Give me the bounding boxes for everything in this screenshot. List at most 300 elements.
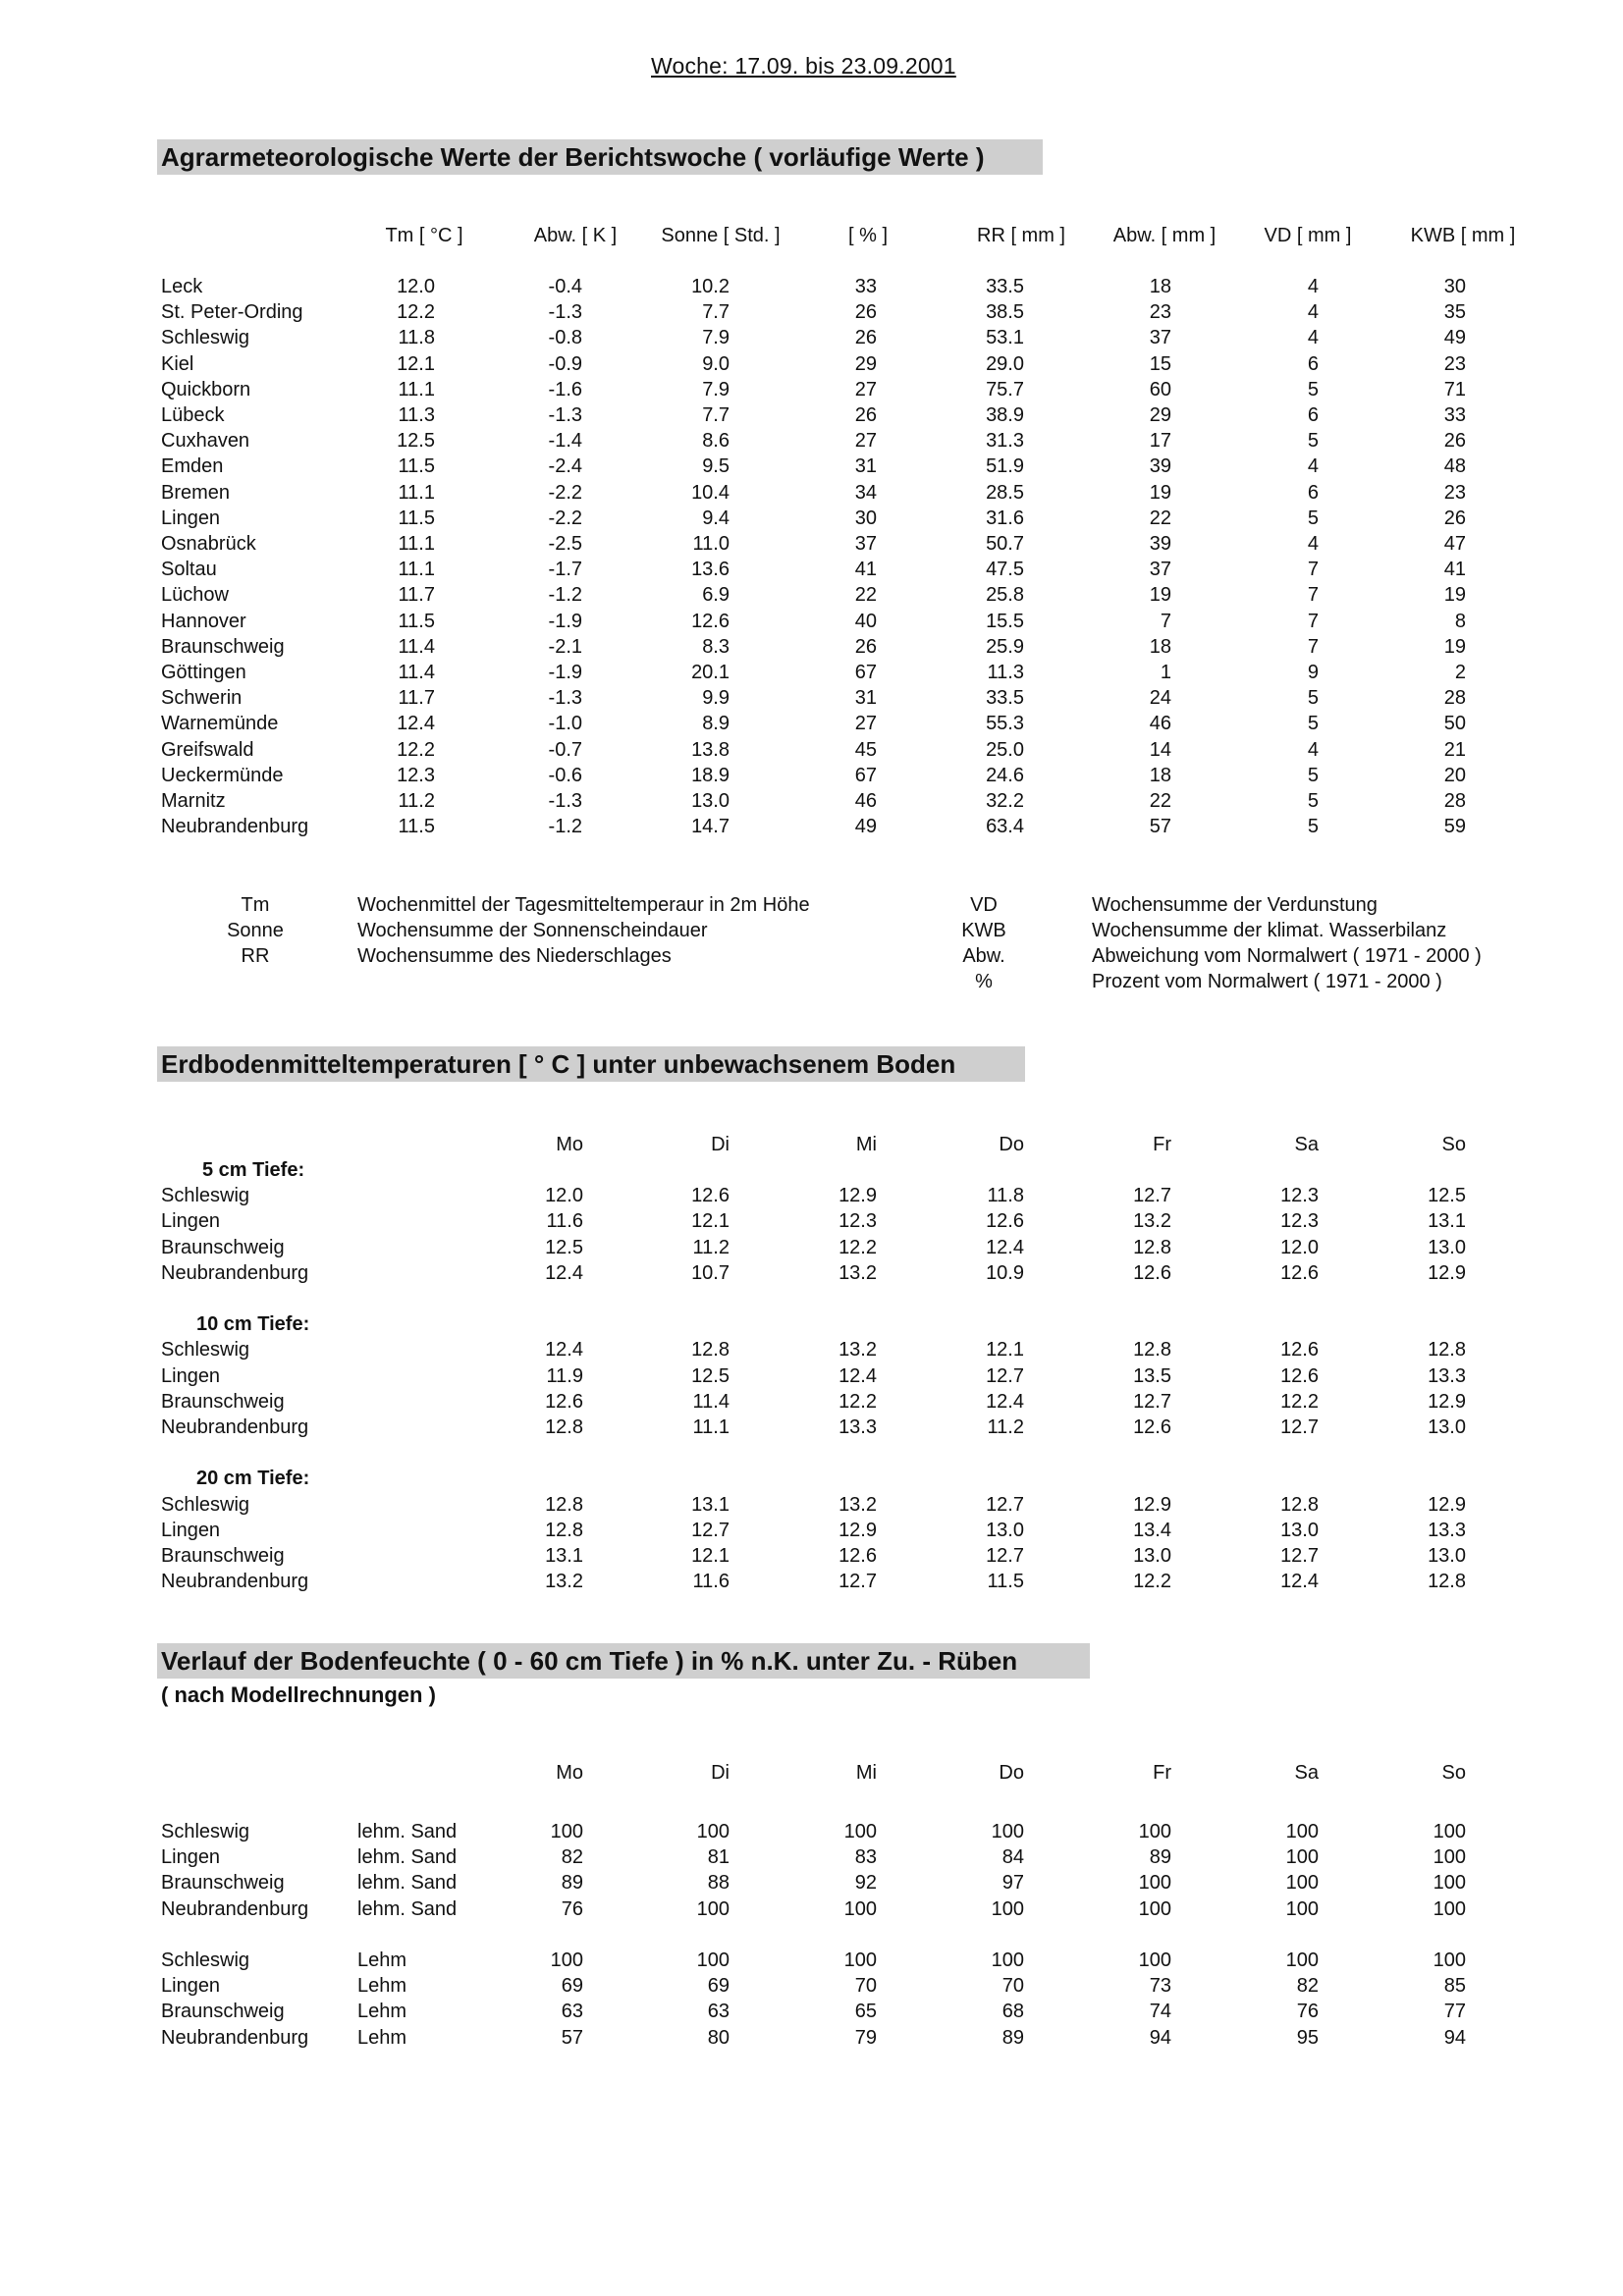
table-cell: 11.5	[398, 610, 435, 632]
table-cell: 11.2	[398, 790, 435, 812]
table-cell: 12.8	[1428, 1571, 1466, 1593]
table-cell: 13.0	[1428, 1416, 1466, 1438]
table-cell: 94	[1443, 2026, 1466, 2049]
station-name: Quickborn	[161, 378, 251, 400]
table-cell: 11.1	[398, 533, 435, 555]
table-cell: 15.5	[986, 610, 1024, 632]
table-cell: 100	[1285, 1821, 1319, 1842]
table-cell: 11.1	[398, 559, 435, 581]
table-cell: 12.0	[545, 1185, 583, 1207]
station-name: Braunschweig	[161, 635, 285, 658]
table-cell: 13.3	[1428, 1519, 1466, 1541]
table-cell: 19	[1149, 481, 1171, 504]
table-cell: -2.4	[548, 455, 582, 478]
depth-label: 10 cm Tiefe:	[196, 1313, 310, 1336]
table-cell: 33.5	[986, 687, 1024, 710]
table-cell: 46	[1149, 713, 1171, 735]
station-name: Leck	[161, 276, 203, 297]
station-name: Braunschweig	[161, 2001, 285, 2023]
table-cell: 11.5	[398, 816, 435, 838]
table-cell: 100	[991, 1821, 1024, 1842]
table-cell: 12.3	[1280, 1210, 1319, 1233]
table-cell: 12.3	[397, 764, 435, 786]
table-cell: 27	[854, 378, 877, 400]
station-name: Göttingen	[161, 662, 246, 683]
table-cell: 30	[854, 507, 877, 529]
table-cell: 13.0	[691, 790, 730, 812]
table-cell: 100	[550, 1821, 583, 1842]
station-name: Lingen	[161, 1846, 221, 1869]
table-cell: 12.6	[1133, 1261, 1171, 1284]
table-cell: -1.9	[548, 610, 582, 632]
table-cell: 9.4	[702, 507, 730, 529]
table-cell: 100	[696, 1949, 730, 1971]
legend-abbr: RR	[241, 945, 270, 967]
table-cell: 5	[1307, 430, 1319, 453]
table-cell: 20	[1443, 764, 1466, 786]
table-cell: 82	[1296, 1975, 1319, 1998]
table-cell: 89	[561, 1872, 583, 1895]
table-cell: -0.6	[548, 764, 582, 786]
legend-desc: Abweichung vom Normalwert ( 1971 - 2000 )	[1092, 945, 1482, 967]
table-cell: 25.0	[986, 738, 1024, 761]
column-header: KWB [ mm ]	[1410, 225, 1516, 246]
station-name: Hannover	[161, 610, 246, 632]
legend-abbr: %	[975, 971, 993, 992]
table-cell: 12.4	[986, 1236, 1024, 1258]
table-cell: 68	[1001, 2001, 1024, 2023]
table-cell: 100	[1138, 1872, 1171, 1895]
table-cell: 13.2	[839, 1493, 877, 1516]
table-cell: 2	[1454, 662, 1466, 683]
table-cell: 100	[696, 1897, 730, 1920]
table-cell: 7	[1307, 559, 1319, 581]
table-cell: 23	[1443, 481, 1466, 504]
table-cell: 26	[854, 404, 877, 426]
table-cell: 5	[1307, 378, 1319, 400]
table-cell: 39	[1149, 455, 1171, 478]
table-cell: 12.6	[545, 1390, 583, 1413]
table-cell: 13.0	[1428, 1545, 1466, 1567]
table-cell: 29	[1149, 404, 1171, 426]
day-header: Sa	[1294, 1762, 1319, 1784]
table-cell: 13.2	[839, 1261, 877, 1284]
table-cell: 85	[1443, 1975, 1466, 1998]
table-cell: 12.5	[1428, 1185, 1466, 1207]
day-header: Di	[711, 1762, 730, 1784]
table-cell: 11.5	[398, 507, 435, 529]
table-cell: 13.0	[1280, 1519, 1319, 1541]
table-cell: -0.9	[548, 352, 582, 375]
table-cell: 12.7	[986, 1364, 1024, 1387]
table-cell: 11.2	[987, 1416, 1024, 1438]
table-cell: 11.5	[398, 455, 435, 478]
soil-type: Lehm	[357, 1975, 407, 1998]
table-cell: 12.0	[1280, 1236, 1319, 1258]
station-name: Kiel	[161, 352, 194, 375]
table-cell: 31.6	[986, 507, 1024, 529]
depth-label: 5 cm Tiefe:	[202, 1159, 305, 1181]
table-cell: 100	[991, 1897, 1024, 1920]
table-cell: 18	[1149, 635, 1171, 658]
table-cell: 14.7	[691, 816, 730, 838]
table-cell: 79	[854, 2026, 877, 2049]
table-cell: -1.3	[548, 404, 582, 426]
table-cell: 71	[1443, 378, 1466, 400]
table-cell: 11.4	[398, 662, 435, 683]
table-cell: 17	[1149, 430, 1171, 453]
table-cell: 4	[1307, 455, 1319, 478]
table-cell: 5	[1307, 687, 1319, 710]
table-cell: 63	[561, 2001, 583, 2023]
table-cell: 11.8	[987, 1185, 1024, 1207]
table-cell: 12.1	[691, 1210, 730, 1233]
table-cell: -1.6	[548, 378, 582, 400]
table-cell: 11.8	[398, 327, 435, 349]
day-header: Do	[999, 1762, 1024, 1784]
day-header: Mi	[855, 1762, 877, 1784]
station-name: Lingen	[161, 507, 221, 529]
table-cell: 37	[1149, 327, 1171, 349]
table-cell: 6	[1307, 352, 1319, 375]
table-cell: 12.5	[691, 1364, 730, 1387]
table-cell: 100	[1433, 1821, 1466, 1842]
table-cell: 12.6	[691, 610, 730, 632]
table-cell: 12.6	[691, 1185, 730, 1207]
table-cell: 12.8	[1280, 1493, 1319, 1516]
table-cell: 12.6	[1280, 1261, 1319, 1284]
table-cell: 100	[1433, 1949, 1466, 1971]
table-cell: -1.7	[548, 559, 582, 581]
column-header: Sonne [ Std. ]	[661, 225, 781, 246]
table-cell: 31.3	[986, 430, 1024, 453]
table-cell: 33	[854, 276, 877, 297]
station-name: Cuxhaven	[161, 430, 250, 453]
table-cell: 12.6	[839, 1545, 877, 1567]
table-cell: 76	[1296, 2001, 1319, 2023]
table-cell: 12.6	[1280, 1364, 1319, 1387]
table-cell: 12.9	[1428, 1390, 1466, 1413]
table-cell: 12.6	[986, 1210, 1024, 1233]
table-cell: 13.0	[986, 1519, 1024, 1541]
table-cell: 12.6	[1280, 1339, 1319, 1362]
table-cell: 11.3	[987, 662, 1024, 683]
station-name: Schwerin	[161, 687, 243, 710]
table-cell: 12.0	[397, 276, 435, 297]
table-cell: 73	[1149, 1975, 1171, 1998]
table-cell: -0.8	[548, 327, 582, 349]
table-cell: 9.9	[702, 687, 730, 710]
table-cell: 92	[854, 1872, 877, 1895]
table-cell: 13.8	[691, 738, 730, 761]
table-cell: 22	[854, 584, 877, 607]
table-cell: 12.1	[986, 1339, 1024, 1362]
table-cell: 11.9	[546, 1364, 583, 1387]
table-cell: 13.2	[1133, 1210, 1171, 1233]
table-cell: -0.7	[548, 738, 582, 761]
table-cell: 12.8	[545, 1519, 583, 1541]
table-cell: 10.9	[986, 1261, 1024, 1284]
table-cell: 37	[1149, 559, 1171, 581]
table-cell: 30	[1443, 276, 1466, 297]
table-cell: 28	[1443, 687, 1466, 710]
table-cell: 89	[1149, 1846, 1171, 1869]
table-cell: 12.2	[397, 738, 435, 761]
table-cell: 21	[1443, 738, 1466, 761]
column-header: Abw. [ mm ]	[1112, 225, 1217, 246]
table-cell: -1.3	[548, 790, 582, 812]
station-name: Lingen	[161, 1210, 221, 1233]
station-name: Greifswald	[161, 738, 254, 761]
table-cell: 12.8	[1133, 1339, 1171, 1362]
table-cell: 26	[854, 635, 877, 658]
table-cell: 7.7	[702, 404, 730, 426]
table-cell: 5	[1307, 507, 1319, 529]
table-cell: 100	[696, 1821, 730, 1842]
table-cell: -1.9	[548, 662, 582, 683]
table-cell: 13.2	[545, 1571, 583, 1593]
table-cell: 9	[1307, 662, 1319, 683]
table-cell: 69	[561, 1975, 583, 1998]
table-cell: 74	[1149, 2001, 1171, 2023]
table-cell: 4	[1307, 301, 1319, 324]
table-cell: 1	[1160, 662, 1171, 683]
table-cell: 11.4	[398, 635, 435, 658]
table-cell: 18.9	[691, 764, 730, 786]
table-cell: -1.2	[548, 584, 582, 607]
table-cell: 12.4	[545, 1339, 583, 1362]
table-cell: 7.9	[702, 327, 730, 349]
table-cell: 12.6	[1133, 1416, 1171, 1438]
table-cell: 67	[854, 764, 877, 786]
table-cell: 63.4	[986, 816, 1024, 838]
table-cell: 12.9	[1133, 1493, 1171, 1516]
table-cell: 47	[1443, 533, 1466, 555]
table-cell: -2.2	[548, 507, 582, 529]
table-cell: 13.6	[691, 559, 730, 581]
table-cell: 11.5	[987, 1571, 1024, 1593]
table-cell: 89	[1001, 2026, 1024, 2049]
table-cell: 34	[854, 481, 877, 504]
table-cell: 100	[1433, 1846, 1466, 1869]
table-cell: 40	[854, 610, 877, 632]
station-name: Emden	[161, 455, 224, 478]
table-cell: 38.5	[986, 301, 1024, 324]
table-cell: -1.4	[548, 430, 582, 453]
station-name: Braunschweig	[161, 1545, 285, 1567]
soil-type: Lehm	[357, 1949, 407, 1971]
table-cell: 76	[561, 1897, 583, 1920]
day-header: Sa	[1294, 1134, 1319, 1155]
table-cell: 49	[1443, 327, 1466, 349]
table-cell: 11.2	[692, 1236, 730, 1258]
table-cell: 12.4	[397, 713, 435, 735]
table-cell: 6	[1307, 481, 1319, 504]
table-cell: 7	[1307, 584, 1319, 607]
table-cell: 12.2	[1280, 1390, 1319, 1413]
table-cell: 88	[707, 1872, 730, 1895]
table-cell: 100	[1285, 1872, 1319, 1895]
table-cell: 15	[1149, 352, 1171, 375]
table-cell: 12.4	[839, 1364, 877, 1387]
soil-type: lehm. Sand	[357, 1821, 458, 1842]
legend-desc: Wochensumme der Verdunstung	[1092, 894, 1378, 916]
table-cell: 5	[1307, 764, 1319, 786]
soil-type: lehm. Sand	[357, 1872, 458, 1895]
station-name: Lingen	[161, 1975, 221, 1998]
table-cell: 67	[854, 662, 877, 683]
table-cell: 14	[1149, 738, 1171, 761]
table-cell: 12.5	[397, 430, 435, 453]
table-cell: 27	[854, 713, 877, 735]
table-cell: 5	[1307, 816, 1319, 838]
table-cell: -1.3	[548, 301, 582, 324]
table-cell: 48	[1443, 455, 1466, 478]
table-cell: 11.1	[398, 378, 435, 400]
table-cell: 12.9	[1428, 1261, 1466, 1284]
legend-desc: Prozent vom Normalwert ( 1971 - 2000 )	[1092, 971, 1442, 992]
table-cell: 12.7	[1133, 1185, 1171, 1207]
table-cell: 12.8	[691, 1339, 730, 1362]
table-cell: 11.0	[692, 533, 730, 555]
table-cell: -1.2	[548, 816, 582, 838]
table-cell: 49	[854, 816, 877, 838]
station-name: Neubrandenburg	[161, 1897, 309, 1920]
table-cell: 83	[854, 1846, 877, 1869]
table-cell: 12.2	[1133, 1571, 1171, 1593]
station-name: Schleswig	[161, 1949, 250, 1971]
day-header: Di	[711, 1134, 730, 1155]
station-name: Braunschweig	[161, 1872, 285, 1895]
day-header: So	[1441, 1762, 1466, 1784]
table-cell: 82	[561, 1846, 583, 1869]
table-cell: 9.0	[702, 352, 730, 375]
station-name: Osnabrück	[161, 533, 256, 555]
table-cell: 35	[1443, 301, 1466, 324]
legend-abbr: Abw.	[962, 945, 1005, 967]
legend-abbr: Sonne	[227, 920, 284, 941]
table-cell: 95	[1296, 2026, 1319, 2049]
section-soil-temperature-title: Erdbodenmitteltemperaturen [ ° C ] unter unbewachsenem Boden	[157, 1046, 1025, 1082]
station-name: Lüchow	[161, 584, 229, 607]
table-cell: 13.3	[839, 1416, 877, 1438]
table-cell: 12.2	[397, 301, 435, 324]
table-cell: 57	[1149, 816, 1171, 838]
station-name: Warnemünde	[161, 713, 279, 735]
table-cell: 11.4	[692, 1390, 730, 1413]
table-cell: 26	[854, 327, 877, 349]
table-cell: 70	[854, 1975, 877, 1998]
table-cell: 32.2	[986, 790, 1024, 812]
table-cell: 11.6	[546, 1210, 583, 1233]
table-cell: 11.7	[398, 687, 435, 710]
table-cell: 75.7	[986, 378, 1024, 400]
table-cell: 24	[1149, 687, 1171, 710]
table-cell: 10.4	[691, 481, 730, 504]
table-cell: 80	[707, 2026, 730, 2049]
depth-label: 20 cm Tiefe:	[196, 1468, 310, 1490]
table-cell: 41	[1443, 559, 1466, 581]
table-cell: 22	[1149, 790, 1171, 812]
table-cell: 50.7	[986, 533, 1024, 555]
table-cell: 18	[1149, 276, 1171, 297]
table-cell: 50	[1443, 713, 1466, 735]
table-cell: 12.7	[691, 1519, 730, 1541]
table-cell: 27	[854, 430, 877, 453]
table-cell: 12.4	[1280, 1571, 1319, 1593]
table-cell: 81	[707, 1846, 730, 1869]
table-cell: 12.7	[839, 1571, 877, 1593]
table-cell: 13.1	[545, 1545, 583, 1567]
week-header: Woche: 17.09. bis 23.09.2001	[651, 53, 956, 79]
table-cell: 100	[1285, 1897, 1319, 1920]
station-name: Schleswig	[161, 1185, 250, 1207]
table-cell: 100	[1138, 1897, 1171, 1920]
table-cell: 6.9	[702, 584, 730, 607]
table-cell: 12.2	[839, 1236, 877, 1258]
station-name: Ueckermünde	[161, 764, 284, 786]
station-name: St. Peter-Ording	[161, 301, 303, 324]
soil-type: lehm. Sand	[357, 1846, 458, 1869]
table-cell: 29.0	[986, 352, 1024, 375]
table-cell: 12.3	[1280, 1185, 1319, 1207]
table-cell: 12.7	[1133, 1390, 1171, 1413]
table-cell: 65	[854, 2001, 877, 2023]
station-name: Soltau	[161, 559, 217, 581]
table-cell: 12.9	[839, 1519, 877, 1541]
table-cell: 7.7	[702, 301, 730, 324]
station-name: Neubrandenburg	[161, 2026, 309, 2049]
table-cell: 57	[561, 2026, 583, 2049]
table-cell: 13.0	[1428, 1236, 1466, 1258]
legend-desc: Wochensumme der klimat. Wasserbilanz	[1092, 920, 1447, 941]
section-soil-moisture-title: Verlauf der Bodenfeuchte ( 0 - 60 cm Tiefe ) in % n.K. unter Zu. - Rüben	[157, 1643, 1090, 1679]
column-header: [ % ]	[847, 225, 888, 246]
table-cell: 12.1	[691, 1545, 730, 1567]
station-name: Schleswig	[161, 1339, 250, 1362]
table-cell: 100	[1138, 1949, 1171, 1971]
day-header: Fr	[1153, 1762, 1171, 1784]
table-cell: 53.1	[986, 327, 1024, 349]
station-name: Schleswig	[161, 1821, 250, 1842]
table-cell: 12.7	[986, 1545, 1024, 1567]
column-header: Tm [ °C ]	[385, 225, 463, 246]
table-cell: 19	[1443, 635, 1466, 658]
soil-type: lehm. Sand	[357, 1897, 458, 1920]
station-name: Lübeck	[161, 404, 225, 426]
table-cell: 12.8	[545, 1493, 583, 1516]
station-name: Lingen	[161, 1364, 221, 1387]
soil-type: Lehm	[357, 2026, 407, 2049]
table-cell: 8.9	[702, 713, 730, 735]
table-cell: 4	[1307, 738, 1319, 761]
table-cell: 47.5	[986, 559, 1024, 581]
day-header: Fr	[1153, 1134, 1171, 1155]
table-cell: 12.9	[1428, 1493, 1466, 1516]
table-cell: 5	[1307, 790, 1319, 812]
station-name: Lingen	[161, 1519, 221, 1541]
table-cell: 8.3	[702, 635, 730, 658]
legend-desc: Wochensumme der Sonnenscheindauer	[357, 920, 708, 941]
table-cell: 94	[1149, 2026, 1171, 2049]
table-cell: 100	[1433, 1897, 1466, 1920]
table-cell: 13.0	[1133, 1545, 1171, 1567]
day-header: Mo	[556, 1762, 583, 1784]
table-cell: 70	[1001, 1975, 1024, 1998]
column-header: RR [ mm ]	[977, 225, 1065, 246]
table-cell: 31	[854, 687, 877, 710]
table-cell: 12.5	[545, 1236, 583, 1258]
